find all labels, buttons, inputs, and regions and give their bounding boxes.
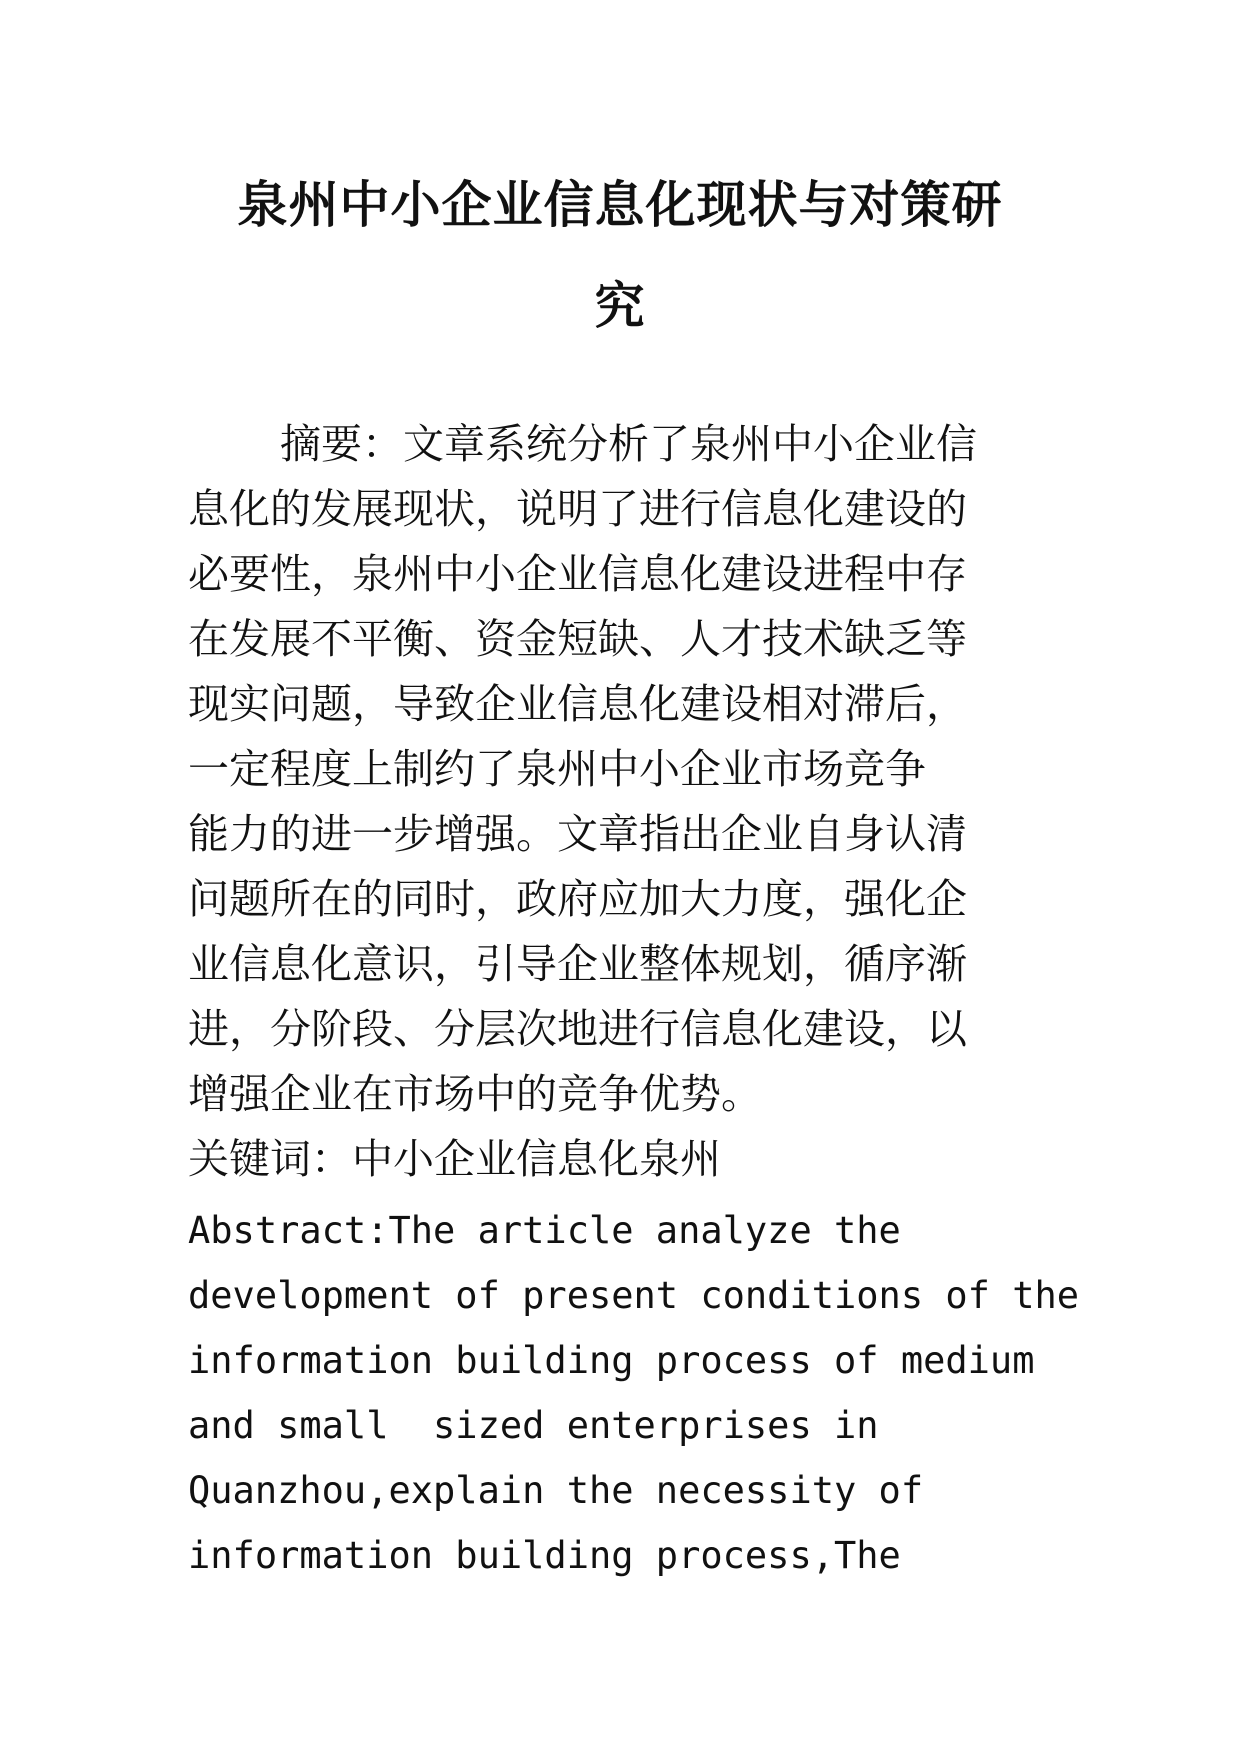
abstract-cn-line: 一定程度上制约了泉州中小企业市场竞争 (188, 745, 926, 793)
abstract-en-line: and small sized enterprises in (188, 1404, 879, 1447)
abstract-en-line: information building process,The (188, 1534, 901, 1577)
abstract-cn (188, 412, 1068, 1192)
abstract-cn-line: 问题所在的同时，政府应加大力度，强化企 (188, 875, 967, 923)
abstract-en-line: information building process of medium (188, 1339, 1035, 1382)
abstract-cn-line: 现实问题，导致企业信息化建设相对滞后， (188, 680, 967, 728)
abstract-cn-line: 增强企业在市场中的竞争优势。 (188, 1070, 762, 1118)
abstract-cn-line: 摘要：文章系统分析了泉州中小企业信 (280, 420, 977, 468)
abstract-en (188, 1198, 1080, 1588)
title-line-1: 泉州中小企业信息化现状与对策研 (237, 176, 1003, 234)
title-line-2: 究 (594, 277, 646, 335)
abstract-en-line: Quanzhou,explain the necessity of (188, 1469, 924, 1512)
abstract-cn-line: 息化的发展现状，说明了进行信息化建设的 (188, 485, 967, 533)
abstract-en-line: Abstract:The article analyze the (188, 1209, 901, 1252)
abstract-cn-line: 必要性，泉州中小企业信息化建设进程中存 (188, 550, 967, 598)
abstract-cn-line: 业信息化意识，引导企业整体规划，循序渐 (188, 940, 967, 988)
abstract-en-line: development of present conditions of the (188, 1274, 1080, 1317)
abstract-cn-line: 在发展不平衡、资金短缺、人才技术缺乏等 (188, 615, 967, 663)
abstract-cn-line: 能力的进一步增强。文章指出企业自身认清 (188, 810, 967, 858)
keywords-line: 关键词：中小企业信息化泉州 (188, 1135, 721, 1183)
abstract-cn-line: 进，分阶段、分层次地进行信息化建设，以 (188, 1005, 967, 1053)
